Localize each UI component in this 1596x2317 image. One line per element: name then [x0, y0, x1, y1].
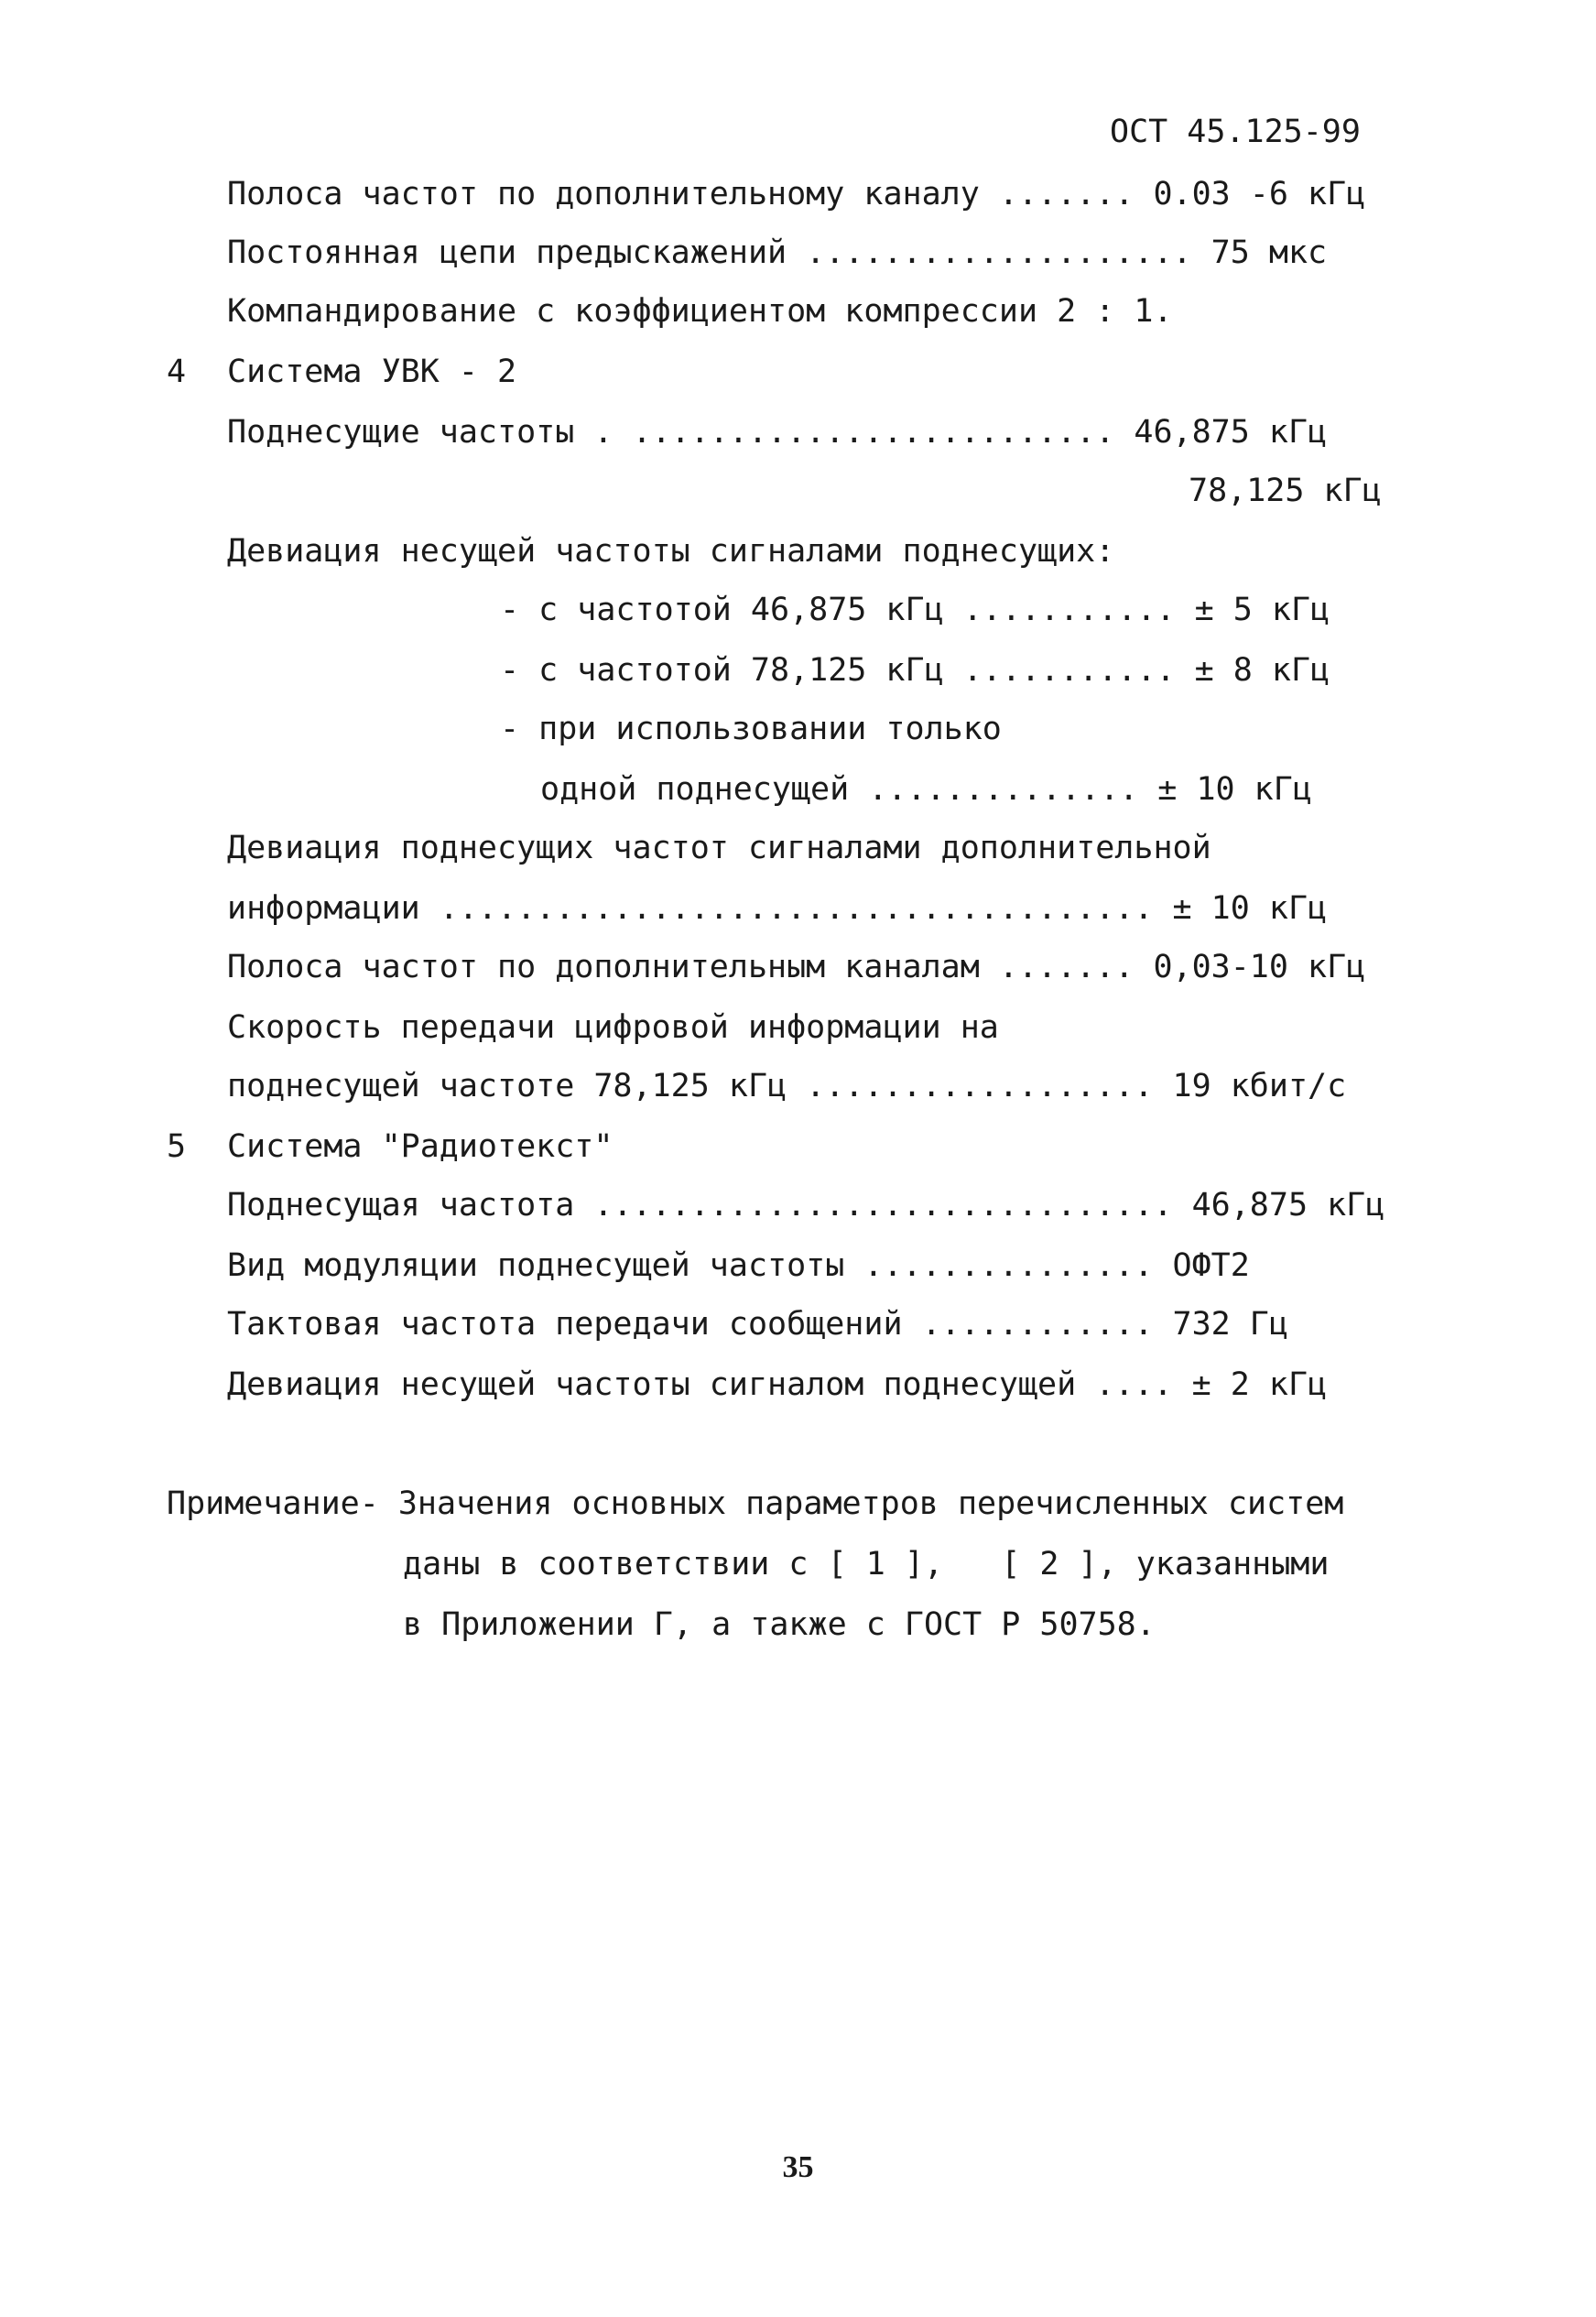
page-number: 35: [782, 2150, 814, 2184]
note-line-1: Примечание- Значения основных параметров перечисленных систем: [167, 1485, 1344, 1522]
param-line-subcarrier-2: 78,125 кГц: [1189, 473, 1382, 509]
param-line-aux-channel-band: Полоса частот по дополнительному каналу ....... 0.03 -6 кГц: [227, 176, 1366, 212]
note-line-3: в Приложении Г, а также с ГОСТ Р 50758.: [403, 1606, 1156, 1643]
document-code: ОСТ 45.125-99: [1110, 114, 1361, 150]
param-line-rt-subcarrier: Поднесущая частота .............................. 46,875 кГц: [227, 1187, 1385, 1224]
param-line-dev-78125: - с частотой 78,125 кГц ........... ± 8 кГц: [500, 652, 1330, 689]
section-heading-radiotext: Система "Радиотекст": [227, 1128, 613, 1165]
param-line-bitrate-b: поднесущей частоте 78,125 кГц .................. 19 кбит/с: [227, 1068, 1347, 1104]
param-line-dev-single-a: - при использовании только: [500, 711, 1002, 747]
param-line-aux-channels-band: Полоса частот по дополнительным каналам ....... 0,03-10 кГц: [227, 949, 1366, 985]
section-number-4: 4: [167, 354, 187, 390]
param-line-deviation-heading: Девиация несущей частоты сигналами поднесущих:: [227, 533, 1115, 570]
param-line-subcarrier-deviation-b: информации ..................................... ± 10 кГц: [227, 890, 1328, 927]
param-line-preemphasis: Постоянная цепи предыскажений .................... 75 мкс: [227, 234, 1328, 271]
note-line-2: даны в соответствии с [ 1 ], [ 2 ], указанными: [403, 1546, 1330, 1583]
param-line-rt-modulation: Вид модуляции поднесущей частоты ............... ОФТ2: [227, 1247, 1250, 1284]
section-heading-uvk2: Система УВК - 2: [227, 354, 517, 390]
param-line-rt-deviation: Девиация несущей частоты сигналом поднесущей .... ± 2 кГц: [227, 1366, 1328, 1403]
param-line-dev-46875: - с частотой 46,875 кГц ........... ± 5 кГц: [500, 592, 1330, 628]
param-line-companding: Компандирование с коэффициентом компрессии 2 : 1.: [227, 293, 1173, 330]
section-number-5: 5: [167, 1128, 187, 1165]
param-line-subcarriers: Поднесущие частоты . ......................... 46,875 кГц: [227, 414, 1328, 451]
param-line-rt-clock: Тактовая частота передачи сообщений ............ 732 Гц: [227, 1306, 1288, 1343]
param-line-bitrate-a: Скорость передачи цифровой информации на: [227, 1009, 999, 1046]
param-line-dev-single-b: одной поднесущей .............. ± 10 кГц: [540, 771, 1312, 808]
param-line-subcarrier-deviation-a: Девиация поднесущих частот сигналами дополнительной: [227, 830, 1211, 866]
